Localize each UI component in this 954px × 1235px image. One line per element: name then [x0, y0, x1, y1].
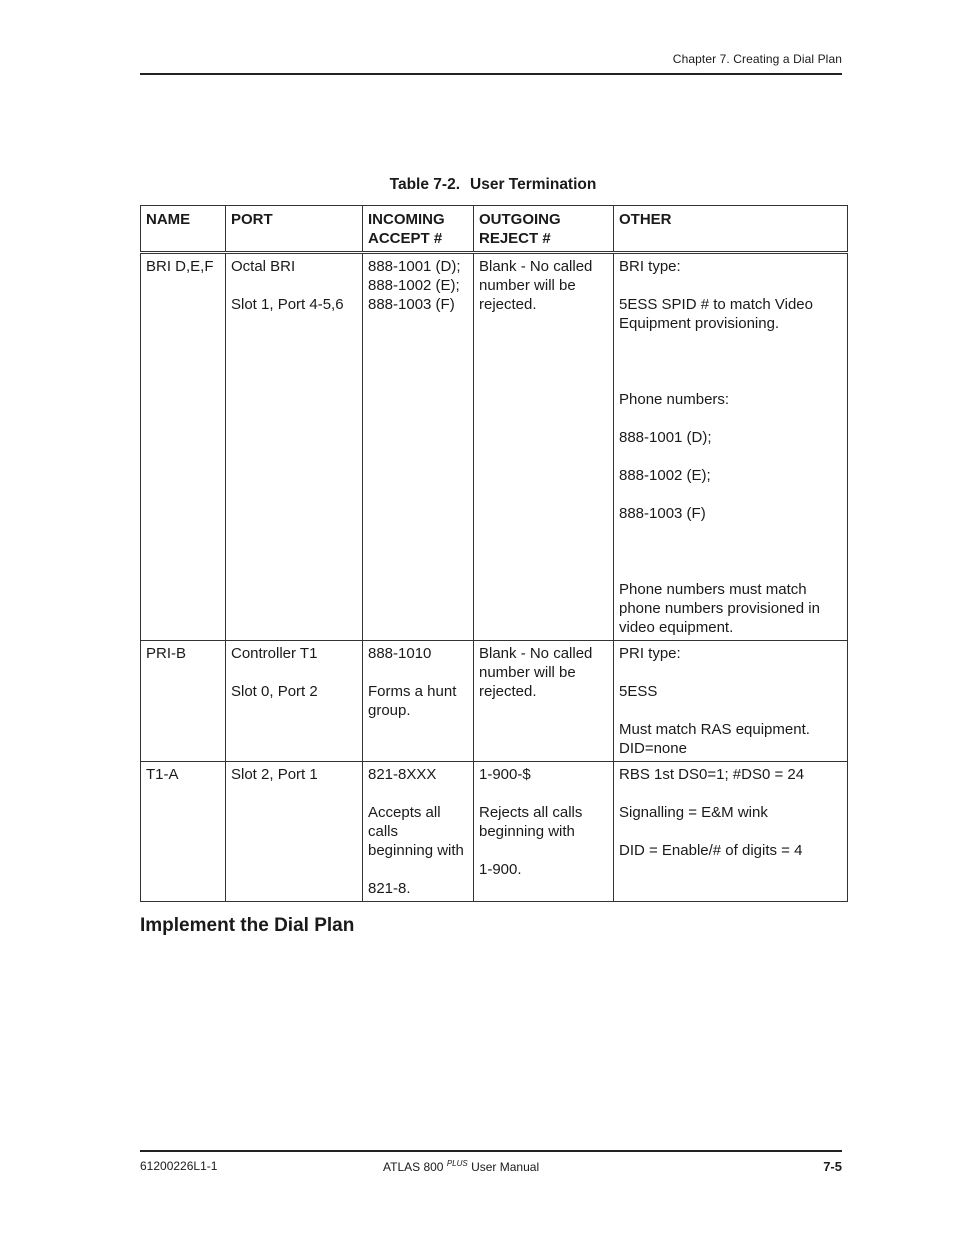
- header-rule: [140, 73, 842, 75]
- column-header-outgoing: OUTGOING REJECT #: [474, 206, 614, 253]
- table-caption-number: Table 7-2.: [389, 176, 461, 193]
- cell-other: RBS 1st DS0=1; #DS0 = 24 Signalling = E&M wink DID = Enable/# of digits = 4: [614, 762, 848, 902]
- cell-port: Octal BRI Slot 1, Port 4-5,6: [226, 253, 363, 641]
- table-header-row: [141, 206, 848, 253]
- cell-incoming: 821-8XXX Accepts all calls beginning with 821-8.: [363, 762, 474, 902]
- footer-doc-number: 61200226L1-1: [140, 1159, 218, 1173]
- table-row: [141, 253, 848, 641]
- cell-port: Slot 2, Port 1: [226, 762, 363, 902]
- cell-other: BRI type: 5ESS SPID # to match Video Equipment provisioning. Phone numbers: 888-1001 (D); 888-1002 (E); 888-1003 (F) Phone numbers must match phone numbers provisioned in video equipment.: [614, 253, 848, 641]
- cell-name: BRI D,E,F: [141, 253, 226, 641]
- column-header-incoming: INCOMING ACCEPT #: [363, 206, 474, 253]
- table-caption: [140, 176, 846, 194]
- column-header-other: OTHER: [614, 206, 848, 253]
- cell-port: Controller T1 Slot 0, Port 2: [226, 641, 363, 762]
- running-header: Chapter 7. Creating a Dial Plan: [672, 52, 842, 66]
- cell-incoming: 888-1001 (D); 888-1002 (E); 888-1003 (F): [363, 253, 474, 641]
- footer-rule: [140, 1150, 842, 1152]
- table-row: [141, 762, 848, 902]
- cell-outgoing: Blank - No called number will be rejected.: [474, 641, 614, 762]
- section-heading: Implement the Dial Plan: [140, 915, 355, 936]
- cell-outgoing: Blank - No called number will be rejected.: [474, 253, 614, 641]
- footer-manual-title: ATLAS 800 $^{PLUS}$ User Manual: [383, 1159, 540, 1174]
- column-header-port: PORT: [226, 206, 363, 253]
- cell-incoming: 888-1010 Forms a hunt group.: [363, 641, 474, 762]
- cell-name: T1-A: [141, 762, 226, 902]
- column-header-name: NAME: [141, 206, 226, 253]
- cell-name: PRI-B: [141, 641, 226, 762]
- cell-outgoing: 1-900-$ Rejects all calls beginning with 1-900.: [474, 762, 614, 902]
- table-row: [141, 641, 848, 762]
- cell-other: PRI type: 5ESS Must match RAS equipment. DID=none: [614, 641, 848, 762]
- user-termination-table: [140, 205, 848, 902]
- page-number: 7-5: [823, 1159, 842, 1174]
- table-caption-title: User Termination: [470, 176, 597, 193]
